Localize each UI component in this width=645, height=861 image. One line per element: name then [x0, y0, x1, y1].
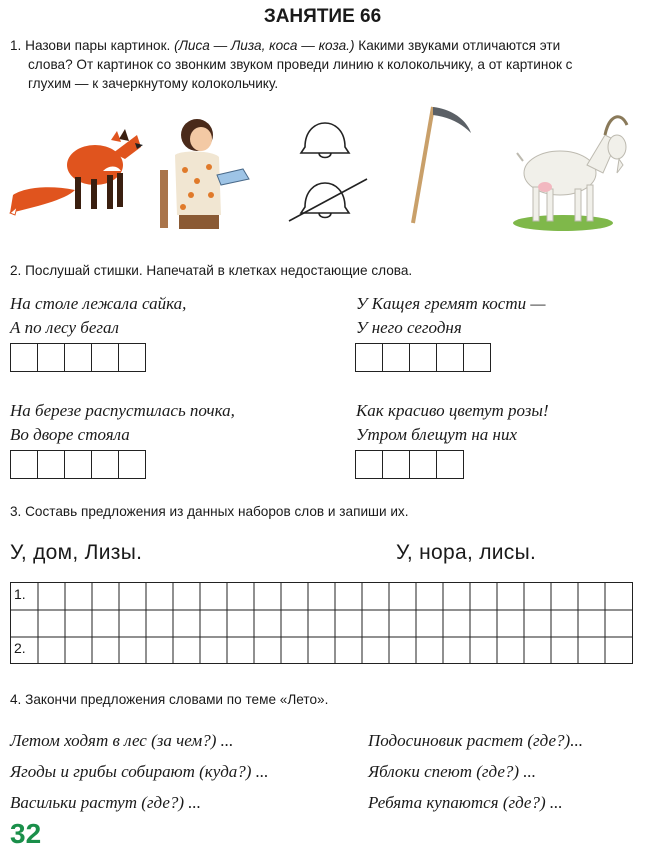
task4-sentence: Яблоки спеют (где?) ...: [368, 762, 537, 781]
poem-3: [10, 399, 235, 447]
grid-row-label-1: 1.: [14, 586, 26, 602]
poem-2-line2: У него сегодня: [356, 318, 462, 337]
letter-cell[interactable]: [65, 344, 92, 372]
task4-sentence: Подосиновик растет (где?)...: [368, 731, 583, 750]
task1-text-b: Какими звуками отличаются эти: [358, 38, 561, 53]
letter-cell[interactable]: [119, 344, 146, 372]
poem-3-line2: Во дворе стояла: [10, 425, 130, 444]
scythe-picture[interactable]: [413, 107, 471, 223]
task4-sentence: Васильки растут (где?) ...: [10, 793, 202, 812]
task1-num: 1.: [10, 38, 22, 53]
grid-row-label-2: 2.: [14, 640, 26, 656]
task1-example: (Лиса — Лиза, коса — коза.): [174, 38, 355, 53]
letter-cell[interactable]: [11, 451, 38, 479]
task3-instructions: 3. Составь предложения из данных наборов слов и запиши их.: [10, 504, 409, 519]
fox-picture[interactable]: [10, 129, 143, 215]
letter-cell[interactable]: [410, 451, 437, 479]
letter-cell[interactable]: [437, 451, 464, 479]
answer-cells-1[interactable]: [10, 343, 146, 372]
letter-cell[interactable]: [65, 451, 92, 479]
sentence-grid[interactable]: [10, 582, 633, 664]
letter-cell[interactable]: [38, 451, 65, 479]
letter-cell[interactable]: [383, 344, 410, 372]
letter-cell[interactable]: [92, 344, 119, 372]
letter-cell[interactable]: [92, 451, 119, 479]
goat-picture[interactable]: [513, 117, 627, 231]
page-title: ЗАНЯТИЕ 66: [263, 6, 382, 27]
poem-3-line1: На березе распустилась почка,: [10, 401, 235, 420]
letter-cell[interactable]: [383, 451, 410, 479]
poem-4-line1: Как красиво цветут розы!: [356, 401, 549, 420]
letter-cell[interactable]: [119, 451, 146, 479]
letter-cell[interactable]: [356, 344, 383, 372]
poem-1: [10, 292, 186, 340]
poem-2-line1: У Кащея гремят кости —: [356, 294, 546, 313]
task1-pictures: [5, 95, 640, 235]
task1-instructions: [10, 36, 640, 93]
girl-reading-picture[interactable]: [160, 119, 249, 229]
answer-cells-3[interactable]: [10, 450, 146, 479]
task4-sentence: Ягоды и грибы собирают (куда?) ...: [10, 762, 269, 781]
task4-left-column: [10, 725, 268, 818]
answer-cells-2[interactable]: [355, 343, 491, 372]
poem-1-line2: А по лесу бегал: [10, 318, 119, 337]
poem-2: [356, 292, 545, 340]
letter-cell[interactable]: [38, 344, 65, 372]
letter-cell[interactable]: [464, 344, 491, 372]
task4-sentence: Ребята купаются (где?) ...: [368, 793, 563, 812]
letter-cell[interactable]: [437, 344, 464, 372]
poem-4-line2: Утром блещут на них: [356, 425, 518, 444]
task2-instructions: 2. Послушай стишки. Напечатай в клетках недостающие слова.: [10, 263, 413, 278]
letter-cell[interactable]: [356, 451, 383, 479]
word-set-2: У, нора, лисы.: [396, 541, 537, 564]
word-set-1: У, дом, Лизы.: [10, 541, 143, 564]
task4-instructions: 4. Закончи предложения словами по теме «Лето».: [10, 692, 329, 707]
poem-4: [356, 399, 549, 447]
task4-sentence: Летом ходят в лес (за чем?) ...: [10, 731, 234, 750]
answer-cells-4[interactable]: [355, 450, 464, 479]
page-number: 32: [10, 818, 42, 849]
poem-1-line1: На столе лежала сайка,: [10, 294, 187, 313]
letter-cell[interactable]: [410, 344, 437, 372]
bell-icon[interactable]: [301, 123, 349, 158]
letter-cell[interactable]: [11, 344, 38, 372]
crossed-bell-icon[interactable]: [289, 179, 367, 221]
task1-text-a: Назови пары картинок.: [25, 38, 171, 53]
task1-line3: глухим — к зачеркнутому колокольчику.: [28, 76, 279, 91]
task4-right-column: [368, 725, 583, 818]
task1-line2: слова? От картинок со звонким звуком проведи линию к колокольчику, а от картинок с: [28, 57, 573, 72]
